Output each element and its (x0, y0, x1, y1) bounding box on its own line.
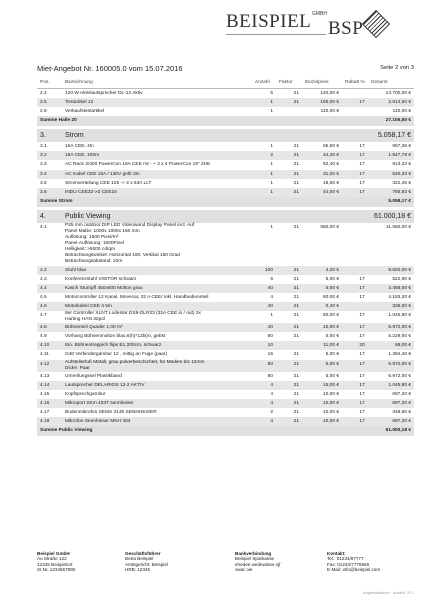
footer-column (235, 551, 280, 573)
row-unit-price: 0,40 € (302, 302, 342, 311)
description-line: Harting HAN 32pol (65, 317, 105, 323)
section-row (37, 129, 414, 142)
table-row (37, 142, 414, 151)
row-quantity: 1 (252, 188, 276, 197)
row-pos: 4.2 (37, 266, 62, 275)
row-pos: 4.1 (40, 224, 47, 230)
row-factor: 21 (293, 352, 299, 358)
row-unit-price: 10,00 € (322, 391, 339, 397)
row-quantity: 1 (270, 180, 273, 186)
row-unit-price: 5,00 € (325, 276, 339, 282)
footer-line: Betra Beispiel (125, 556, 154, 562)
row-pos: 3.1 (40, 144, 47, 150)
row-description: Motorkabel CEE 4 5m (62, 302, 252, 311)
row-total: 110,00 € (392, 109, 411, 115)
row-total: 6.972,00 € (368, 323, 414, 332)
footer-heading: Bankverbindung (235, 551, 272, 556)
table-row (37, 107, 414, 116)
row-discount: 17 (359, 373, 365, 379)
row-quantity: 16 (267, 352, 273, 358)
table-row (37, 323, 414, 332)
footer-line: Beispiel Sparkasse (235, 556, 275, 562)
company-logo (226, 8, 394, 46)
row-total: 8.820,00 € (368, 266, 414, 275)
row-quantity: 5 (270, 91, 273, 96)
row-quantity: 1 (270, 312, 273, 318)
row-unit-price: 55,50 € (322, 144, 339, 150)
row-factor: 21 (276, 381, 302, 390)
row-factor: 21 (293, 391, 299, 397)
row-total: 3.486,00 € (368, 284, 414, 293)
row-description: Kasch Stumpff 450x600 Molton grau (62, 284, 252, 293)
row-total: 4.183,20 € (388, 294, 411, 300)
table-row (37, 381, 414, 390)
row-factor: 21 (276, 98, 302, 107)
col-fak: Faktor (276, 78, 302, 89)
row-quantity: 4 (252, 417, 276, 426)
row-pos: 4.10 (37, 341, 62, 350)
row-discount: 17 (342, 98, 368, 107)
table-row (37, 332, 414, 341)
row-description: 16A CEE, 4m (65, 144, 94, 150)
row-factor: 21 (276, 360, 302, 372)
row-factor: 21 (293, 312, 299, 318)
col-rab: Rabatt % (342, 78, 368, 89)
section-total: 61.000,18 € (368, 210, 414, 223)
row-description: 120 W Aktivlautsprecher DL-12 Aktiv (65, 91, 143, 96)
row-unit-price: 10,00 € (302, 417, 342, 426)
row-factor: 21 (293, 373, 299, 379)
subtotal-row (37, 197, 414, 207)
row-total: 6.972,00 € (368, 360, 414, 372)
row-pos: 4.6 (37, 302, 62, 311)
footer-line: St.Nr. 1234567890 (37, 567, 76, 573)
description-line: Auflösung: 1600 Pixel/m² (65, 235, 119, 241)
row-description (62, 223, 252, 266)
description-line: 8er Controller XLNT Lodestar DS8-DLR33 (32A CEE in / out) 2x (65, 310, 201, 316)
subtotal-row (37, 426, 414, 436)
row-description: Bodenmikrofon SEMS 3135 SENNHEISER (65, 410, 157, 416)
row-factor: 21 (276, 284, 302, 293)
table-row (37, 160, 414, 169)
row-quantity: 60 (267, 334, 273, 340)
footer-line: E-Mail: info@beispiel.com (327, 567, 381, 573)
row-unit-price: 60,00 € (322, 312, 339, 318)
row-unit-price: 10,00 € (322, 410, 339, 416)
row-quantity: 4 (270, 391, 273, 397)
description-line: Dicke. Paar (65, 365, 90, 371)
footer-line: Fax: 01234/7775566 (327, 561, 370, 567)
footer-line: Amtsgericht: Beispiel (125, 561, 168, 567)
row-discount: 17 (342, 323, 368, 332)
row-description: Testartikel 12 (62, 98, 252, 107)
row-pos: 4.18 (37, 417, 62, 426)
row-total: 766,92 € (368, 188, 414, 197)
row-total: 5.229,00 € (388, 334, 411, 340)
row-pos: 4.15 (40, 391, 50, 397)
row-description: 16A CEE, 100m (62, 151, 252, 160)
row-pos: 4.17 (40, 410, 50, 416)
row-discount: 17 (342, 284, 368, 293)
row-factor: 21 (276, 302, 302, 311)
section-total: 5.058,17 € (368, 129, 414, 142)
footer-heading: Beispiel GmbH (37, 551, 70, 556)
row-discount: 17 (359, 180, 365, 186)
row-pos: 3.5 (40, 180, 47, 186)
row-pos: 2.4 (40, 91, 47, 96)
table-body (37, 89, 414, 440)
row-quantity: 1 (270, 224, 273, 230)
table-row (37, 284, 414, 293)
row-description: AC Rack 3/400 PowerCon 16A CEE rot - + 3 x 4 PowerCon 19" 2HE (65, 162, 211, 168)
row-description (62, 311, 252, 323)
table-row (37, 417, 414, 426)
document-header (37, 64, 414, 74)
row-discount: 17 (342, 188, 368, 197)
row-quantity: 40 (252, 302, 276, 311)
row-pos: 4.12 (37, 360, 62, 372)
table-row (37, 372, 414, 381)
col-anz: Anzahl (252, 78, 276, 89)
row-factor: 21 (276, 170, 302, 179)
row-total: 6.972,00 € (388, 373, 411, 379)
row-total: 522,90 € (392, 276, 411, 282)
table-row (37, 151, 414, 160)
logo-diamond-icon (362, 10, 390, 38)
section-title: Public Viewing (62, 210, 368, 223)
row-factor: 21 (293, 334, 299, 340)
table-row (37, 170, 414, 179)
row-unit-price: 11,00 € (302, 341, 342, 350)
row-spacer-cell (37, 436, 414, 439)
row-factor: 21 (293, 91, 299, 96)
logo-gmbh: GMBH (312, 11, 327, 17)
row-description: Stromverteilung CEE 125 -> 2 x 63A LLT (65, 180, 152, 186)
page-number: Seite 2 von 3 (380, 65, 414, 71)
row-quantity: 4 (252, 399, 276, 408)
footer-note: Angebotsdatum · Anzahl: 20 1 (363, 591, 414, 595)
row-unit-price: 150,00 € (302, 98, 342, 107)
row-discount: 17 (359, 312, 365, 318)
row-pos: 2.6 (40, 109, 47, 115)
row-unit-price: 550,00 € (320, 224, 339, 230)
row-unit-price: 5,00 € (325, 373, 339, 379)
description-line: P25 mm outdoor DIP LED Videowand Display Panel incl. Auf (65, 222, 195, 228)
row-description: Umreifungssel Plastikband (65, 373, 122, 379)
table-row (37, 341, 414, 350)
row-quantity: 4 (252, 381, 276, 390)
row-unit-price: 44,00 € (302, 188, 342, 197)
table-row (37, 302, 414, 311)
row-total: 88,00 € (368, 341, 414, 350)
row-unit-price: 15,00 € (302, 381, 342, 390)
logo-underline (226, 34, 326, 35)
row-discount: 17 (342, 417, 368, 426)
row-description: Bühnenteil Quader 1,00 m² (62, 323, 252, 332)
row-discount: 20 (342, 341, 368, 350)
row-discount (342, 266, 368, 275)
col-ep: Einzelpreis (302, 78, 342, 89)
row-unit-price: 5,00 € (302, 284, 342, 293)
row-pos: 3.6 (37, 188, 62, 197)
row-quantity: 2 (270, 410, 273, 416)
row-pos: 4.3 (40, 276, 47, 282)
row-description: AC Kabel CEE 16A / 130V gelb 3m (62, 170, 252, 179)
table-row (37, 179, 414, 188)
row-spacer (37, 436, 414, 439)
row-discount (342, 223, 368, 266)
table-row (37, 275, 414, 284)
row-pos: 4.5 (40, 294, 47, 300)
table-row (37, 360, 414, 372)
row-discount (342, 89, 368, 99)
row-quantity: 4 (270, 294, 273, 300)
row-discount: 17 (359, 352, 365, 358)
row-quantity: 10 (252, 341, 276, 350)
row-pos: 4.7 (40, 312, 47, 318)
row-quantity: 40 (252, 323, 276, 332)
table-row (37, 188, 414, 197)
row-description: G40 Verbindergamitur 12 , mittig an Fuge (paar) (65, 352, 168, 358)
subtotal-label: Summe Strom (37, 197, 368, 207)
row-total: 1.045,80 € (368, 381, 414, 390)
row-discount: 17 (359, 391, 365, 397)
row-factor (276, 341, 302, 350)
row-unit-price: 44,40 € (302, 151, 342, 160)
row-unit-price: 18,50 € (322, 180, 339, 186)
row-factor: 21 (293, 224, 299, 230)
row-discount: 17 (359, 334, 365, 340)
row-factor: 21 (293, 144, 299, 150)
col-pos: Pos. (37, 78, 62, 89)
row-description: Verkaufstestartikel (65, 109, 105, 115)
footer-column (327, 551, 380, 573)
row-quantity: 2 (252, 151, 276, 160)
description-line: Betrachtungswinkel: Horizontal 160, Vertikal 160 Grad (65, 253, 180, 259)
description-line: Panel Maße: 1000x 1000x 150 mm (65, 228, 140, 234)
subtotal-amount: 61.000,18 € (368, 426, 414, 436)
row-description: Ein. Bühnentreppich flips B1.200cm, schwarz (62, 341, 252, 350)
row-total: 697,20 € (368, 399, 414, 408)
table-row (37, 98, 414, 107)
row-discount (342, 302, 368, 311)
row-quantity: 1 (270, 162, 273, 168)
footer-heading: Geschäftsführer (125, 551, 161, 556)
row-factor: 21 (293, 276, 299, 282)
description-line: Betrachtungsabstand: 22m (65, 259, 123, 265)
table-row (37, 89, 414, 99)
row-factor (276, 107, 302, 116)
row-unit-price: 31,00 € (302, 170, 342, 179)
row-unit-price: 5,00 € (302, 360, 342, 372)
row-pos: 4.16 (37, 399, 62, 408)
table-row (37, 390, 414, 399)
row-description: INDU CEE32->2 CEE16 (62, 188, 252, 197)
row-description: Lautsprecher DELARIOS 12-2 AKTIV (62, 381, 252, 390)
row-quantity: 6 (270, 276, 273, 282)
row-pos: 3.3 (40, 162, 47, 168)
row-description: Vorhang Bühnenmolton blau,6(h)*12b(m, gebst (65, 334, 166, 340)
section-number: 4. (37, 210, 62, 223)
row-discount: 17 (342, 170, 368, 179)
row-factor: 21 (276, 188, 302, 197)
table-row (37, 408, 414, 417)
row-discount: 17 (359, 410, 365, 416)
subtotal-label: Summe Public Viewing (37, 426, 368, 436)
footer-column (37, 551, 75, 573)
row-description: Konferenzstuhl VISITOR schwarz (65, 276, 137, 282)
row-discount: 17 (342, 151, 368, 160)
table-row (37, 311, 414, 323)
document-title: Miet-Angebot Nr. 160005.0 vom 15.07.2016 (37, 64, 183, 73)
table-row (37, 399, 414, 408)
row-pos: 4.8 (37, 323, 62, 332)
row-description: Stuhl blau (62, 266, 252, 275)
row-unit-price: 10,00 € (302, 399, 342, 408)
footer-line: owar oie (235, 567, 253, 573)
row-discount: 17 (359, 144, 365, 150)
row-total: 697,20 € (392, 391, 411, 397)
row-quantity: 40 (252, 284, 276, 293)
col-ges: Gesamt (368, 78, 414, 89)
subtotal-amount: 5.058,17 € (368, 197, 414, 207)
row-factor: 21 (293, 294, 299, 300)
table-row (37, 293, 414, 302)
section-row (37, 210, 414, 223)
row-factor: 21 (276, 151, 302, 160)
row-total: 14.700,00 € (385, 91, 411, 96)
row-quantity: 80 (267, 373, 273, 379)
row-quantity: 80 (252, 360, 276, 372)
row-factor: 21 (276, 399, 302, 408)
table-row (37, 266, 414, 275)
row-total: 540,33 € (368, 170, 414, 179)
row-description: Mikroport SKm 403T sennheiser (62, 399, 252, 408)
row-pos: 4.13 (40, 373, 50, 379)
footer-line: ehedee wedewdew ojf (235, 561, 281, 567)
description-line: Helligkeit: >5000 cd/qm (65, 247, 115, 253)
row-total: 2.614,50 € (368, 98, 414, 107)
row-description: Mikrofon Sennheiser MKH 404 (62, 417, 252, 426)
row-description: Kopfsprechgarnitur (65, 391, 106, 397)
col-desc: Bezeichnung (62, 78, 252, 89)
row-description (62, 360, 252, 372)
row-description: Motorcontroller 12 Kanal, Movecat, 32 A CEE/ inkl. Handbediennteil (65, 294, 209, 300)
row-unit-price: 110,00 € (320, 109, 339, 115)
row-total: 967,36 € (392, 144, 411, 150)
row-quantity: 1 (270, 109, 273, 115)
row-factor: 21 (276, 266, 302, 275)
row-unit-price: 140,00 € (320, 91, 339, 96)
row-pos: 4.4 (37, 284, 62, 293)
section-title: Strom (62, 129, 368, 142)
row-factor: 21 (293, 180, 299, 186)
row-factor: 21 (276, 417, 302, 426)
row-discount: 17 (342, 399, 368, 408)
row-discount: 17 (359, 294, 365, 300)
row-unit-price: 5,00 € (325, 334, 339, 340)
row-total: 336,00 € (368, 302, 414, 311)
row-pos: 3.2 (37, 151, 62, 160)
row-total: 1.547,78 € (368, 151, 414, 160)
row-unit-price: 4,20 € (302, 266, 342, 275)
subtotal-amount: 27.105,50 € (368, 116, 414, 126)
row-total: 11.550,00 € (386, 224, 411, 230)
footer-column (125, 551, 168, 573)
table-header-row (37, 78, 414, 89)
row-total: 322,45 € (392, 180, 411, 186)
footer-line: HRB: 12345 (125, 567, 151, 573)
section-number: 3. (37, 129, 62, 142)
row-factor: 21 (293, 162, 299, 168)
logo-word: BEISPIEL (226, 11, 312, 32)
row-discount: 17 (342, 381, 368, 390)
subtotal-row (37, 116, 414, 126)
row-discount (342, 107, 368, 116)
table-row (37, 350, 414, 359)
row-pos: 4.14 (37, 381, 62, 390)
offer-items-table (37, 78, 414, 439)
row-quantity: 1 (270, 144, 273, 150)
row-unit-price: 60,00 € (322, 294, 339, 300)
row-quantity: 1 (252, 170, 276, 179)
footer-line: Au Straße 122 (37, 556, 67, 562)
description-line: Panel-Auflösung: 1600Pixel (65, 241, 124, 247)
row-unit-price: 52,40 € (322, 162, 339, 168)
row-quantity: 100 (252, 266, 276, 275)
logo-bsp: BSP (328, 18, 364, 39)
row-factor: 21 (276, 323, 302, 332)
footer-line: Tel.: 01234/87777 (327, 556, 364, 562)
subtotal-label: Summe Halle 20 (37, 116, 368, 126)
footer-heading: Kontakt: (327, 551, 346, 556)
row-pos: 3.4 (37, 170, 62, 179)
row-total: 697,20 € (368, 417, 414, 426)
row-total: 348,60 € (392, 410, 411, 416)
row-total: 913,33 € (392, 162, 411, 168)
row-unit-price: 10,00 € (302, 323, 342, 332)
row-pos: 2.5 (37, 98, 62, 107)
row-factor: 21 (293, 410, 299, 416)
row-pos: 4.9 (40, 334, 47, 340)
row-unit-price: 5,00 € (325, 352, 339, 358)
description-line: Aufstellerfuß Metall, grau pulverbeschichtet, für Medien bis 12mm (65, 359, 205, 365)
row-total: 1.394,40 € (388, 352, 411, 358)
row-total: 1.045,80 € (388, 312, 411, 318)
row-pos: 4.11 (40, 352, 49, 358)
row-discount: 17 (359, 276, 365, 282)
row-quantity: 1 (252, 98, 276, 107)
row-discount: 17 (342, 360, 368, 372)
row-discount: 17 (359, 162, 365, 168)
footer-line: 12345 Beispielort (37, 561, 73, 567)
table-row (37, 223, 414, 266)
